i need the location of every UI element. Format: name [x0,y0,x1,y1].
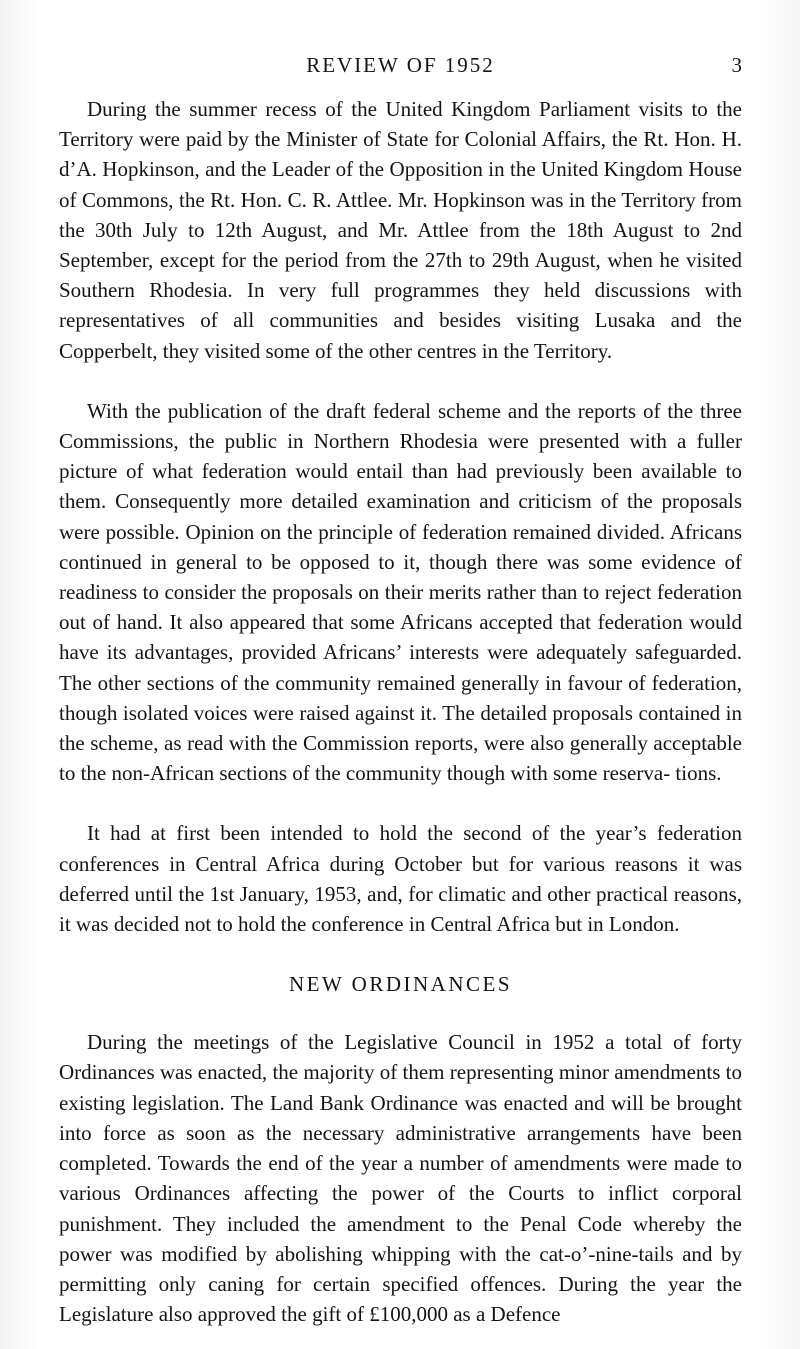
running-header [59,50,742,80]
page-number: 3 [731,53,742,77]
paragraph-federal-scheme-opinion: With the publication of the draft federal scheme and the reports of the three Commissions, the public in Northern Rhodesia were presented with a fuller picture of what federation would entail than had previously been available to them. Consequently more detailed examination and criticism of the proposals were possible. Opinion on the principle of federation remained divided. Africans continued in general to be opposed to it, though there was some evidence of readiness to consider the proposals on their merits rather than to reject federation out of hand. It also appeared that some Africans accepted that federation would have its advantages, provided Africans’ interests were adequately safeguarded. The other sections of the community remained generally in favour of federation, though isolated voices were raised against it. The detailed proposals contained in the scheme, as read with the Commission reports, were also generally acceptable to the non-African sections of the community though with some reserva- tions. [59,398,742,786]
paragraph-ministerial-visits: During the summer recess of the United Kingdom Parliament visits to the Territory were paid by the Minister of State for Colonial Affairs, the Rt. Hon. H. d’A. Hopkinson, and the Leader of the Opposition in the United Kingdom House of Commons, the Rt. Hon. C. R. Attlee. Mr. Hopkinson was in the Territory from the 30th July to 12th August, and Mr. Attlee from the 18th August to 2nd September, except for the period from the 27th to 29th August, when he visited Southern Rhodesia. In very full programmes they held discussions with representatives of all communities and besides visiting Lusaka and the Copperbelt, they visited some of the other centres in the Territory. [59,97,742,363]
paragraph-new-ordinances: During the meetings of the Legislative Council in 1952 a total of forty Ordinances was enacted, the majority of them representing minor amendments to existing legislation. The Land Bank Ordinance was enacted and will be brought into force as soon as the necessary administrative arrangements have been completed. Towards the end of the year a number of amendments were made to various Ordinances affecting the power of the Courts to inflict corporal punishment. They included the amendment to the Penal Code whereby the power was modified by abolishing whipping with the cat-o’-nine-tails and by permitting only caning for certain specified offences. During the year the Legislature also approved the gift of £100,000 as a Defence [59,1030,742,1327]
section-heading-new-ordinances: NEW ORDINANCES [288,972,513,997]
header-title: REVIEW OF 1952 [306,53,495,77]
paragraph-conference-deferral: It had at first been intended to hold the second of the year’s federation conferences in Central Africa during October but for various reasons it was deferred until the 1st January, 1953, and, for climatic and other practical reasons, it was decided not to hold the conference in Central Africa but in London. [59,821,742,937]
